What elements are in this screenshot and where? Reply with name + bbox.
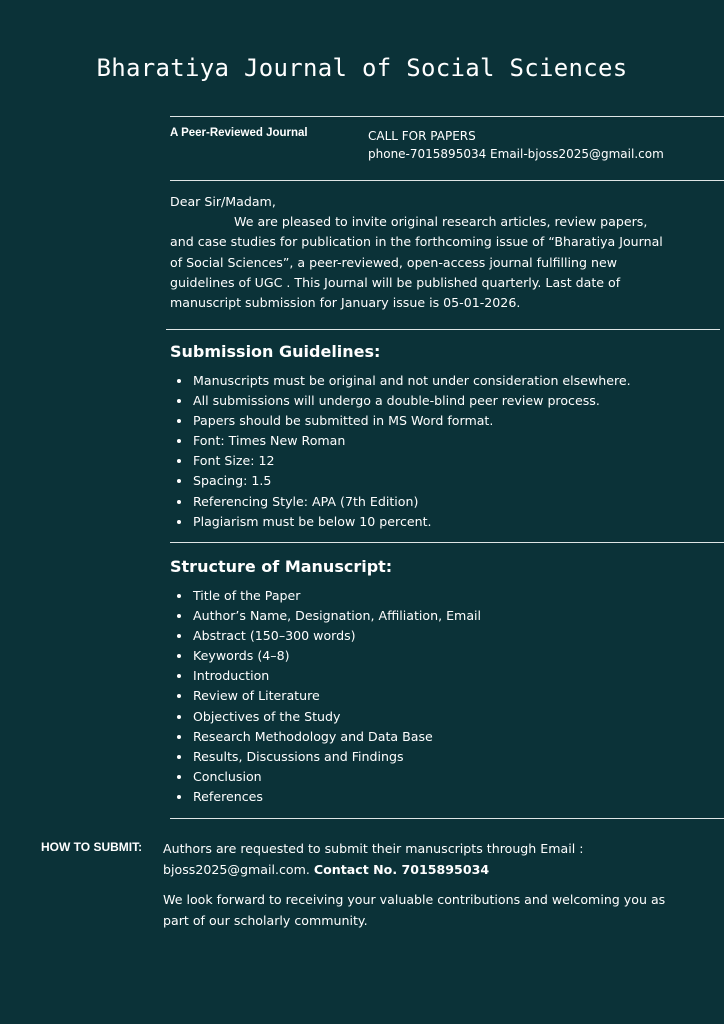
- list-item: • Results, Discussions and Findings: [192, 747, 481, 767]
- guidelines-list: [170, 371, 631, 532]
- list-item: • Abstract (150–300 words): [192, 626, 481, 646]
- list-item: • Introduction: [192, 666, 481, 686]
- journal-title: Bharatiya Journal of Social Sciences: [96, 54, 628, 82]
- divider-structure-bottom: [170, 818, 724, 819]
- how-to-submit-label: HOW TO SUBMIT:: [41, 840, 143, 854]
- divider-header-bottom: [170, 180, 724, 181]
- divider-top: [170, 116, 724, 117]
- list-item: • Papers should be submitted in MS Word format.: [192, 411, 631, 431]
- submit-email: bjoss2025@gmail.com.: [163, 861, 310, 877]
- submit-contact-number: Contact No. 7015895034: [313, 861, 490, 877]
- submit-line1: Authors are requested to submit their manuscripts through Email :: [163, 841, 584, 856]
- salutation: Dear Sir/Madam,: [170, 194, 276, 209]
- list-item: • Manuscripts must be original and not under consideration elsewhere.: [192, 371, 631, 391]
- list-item: • References: [192, 787, 481, 807]
- divider-guidelines-bottom: [170, 542, 724, 543]
- guidelines-title: Submission Guidelines:: [170, 342, 381, 361]
- list-item: • Spacing: 1.5: [192, 471, 631, 491]
- list-item: • Review of Literature: [192, 686, 481, 706]
- list-item: • Conclusion: [192, 767, 481, 787]
- list-item: • Objectives of the Study: [192, 707, 481, 727]
- divider-letter-bottom: [166, 329, 720, 330]
- how-to-submit-text: [163, 839, 673, 931]
- list-item: • Research Methodology and Data Base: [192, 727, 481, 747]
- list-item: • Referencing Style: APA (7th Edition): [192, 492, 631, 512]
- list-item: • Keywords (4–8): [192, 646, 481, 666]
- call-for-papers-heading: CALL FOR PAPERS: [368, 129, 476, 143]
- invitation-letter: [170, 192, 670, 313]
- list-item: • Title of the Paper: [192, 586, 481, 606]
- call-for-papers-block: [368, 127, 664, 163]
- structure-list: [170, 586, 481, 807]
- closing-text: We look forward to receiving your valuable contributions and welcoming you as part of our scholarly community.: [163, 892, 666, 928]
- list-item: • Font Size: 12: [192, 451, 631, 471]
- list-item: • Author’s Name, Designation, Affiliation, Email: [192, 606, 481, 626]
- list-item: • Plagiarism must be below 10 percent.: [192, 512, 631, 532]
- list-item: • All submissions will undergo a double-blind peer review process.: [192, 391, 631, 411]
- letter-body: and case studies for publication in the forthcoming issue of “Bharatiya Journal of Social Sciences”, a peer-reviewed, open-access journal fulfilling new guidelines of UGC . This Journal will be published quarterly. Last date of manuscript submission for January issue is 05-01-2026.: [170, 234, 663, 311]
- submit-instructions: [163, 839, 673, 880]
- peer-reviewed-label: A Peer-Reviewed Journal: [170, 127, 308, 139]
- letter-body-first-line: We are pleased to invite original research articles, review papers,: [234, 214, 648, 230]
- contact-line: phone-7015895034 Email-bjoss2025@gmail.com: [368, 147, 664, 161]
- structure-title: Structure of Manuscript:: [170, 557, 393, 576]
- list-item: • Font: Times New Roman: [192, 431, 631, 451]
